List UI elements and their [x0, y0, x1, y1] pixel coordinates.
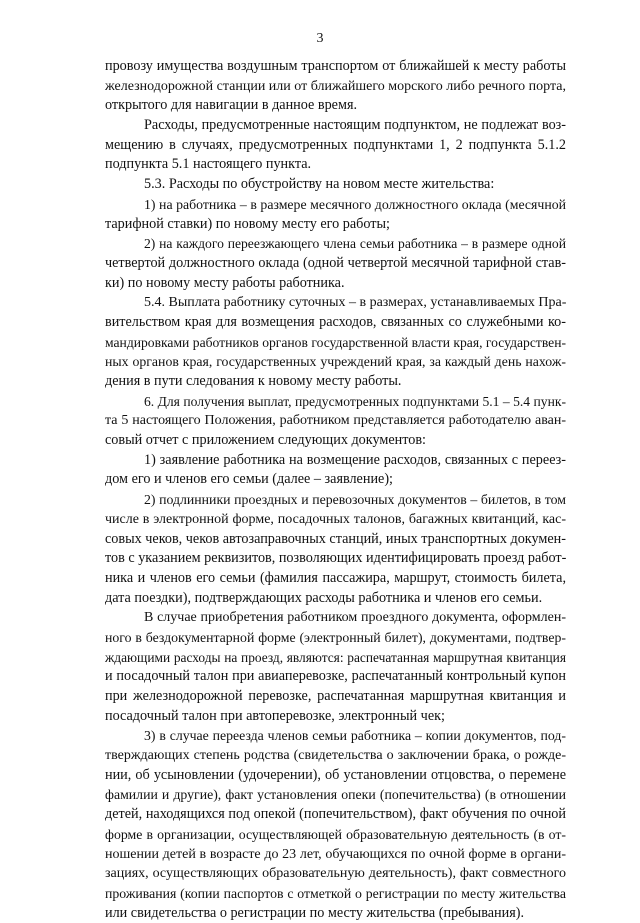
text-line: совых чеков, чеков автозаправочных станций, иных транспортных докумен-: [105, 530, 566, 547]
text-line: вительством края для возмещения расходов, связанных со служебными ко-: [105, 313, 566, 330]
text-line: форме в организации, осуществляющей образовательную деятельность (в от-: [105, 826, 566, 842]
text-line: ного в бездокументарной форме (электронный билет), документами, подтвер-: [105, 629, 566, 645]
text-line: та 5 настоящего Положения, работником представляется работодателю аван-: [105, 413, 566, 429]
text-line: мандировками работников органов государственной власти края, государствен-: [105, 334, 566, 350]
text-line: или свидетельства о регистрации по месту жительства (пребывания).: [105, 904, 525, 921]
text-line: дения в пути следования к новому месту работы.: [105, 373, 402, 389]
text-line: 5.3. Расходы по обустройству на новом месте жительства:: [144, 176, 495, 193]
text-line: Расходы, предусмотренные настоящим подпунктом, не подлежат воз-: [144, 117, 566, 134]
text-line: 2) подлинники проездных и перевозочных документов – билетов, в том: [144, 492, 566, 508]
document-body: [105, 57, 566, 923]
text-line: детей, находящихся под опекой (попечительством), факт обучения по очной: [105, 806, 566, 823]
text-line: 2) на каждого переезжающего члена семьи работника – в размере одной: [144, 236, 566, 252]
text-line: провозу имущества воздушным транспортом от ближайшей к месту работы: [105, 58, 566, 74]
text-line: 1) на работника – в размере месячного должностного оклада (месячной: [144, 196, 566, 212]
text-line: ных органов края, государственных учреждений края, за каждый день нахож-: [105, 354, 566, 370]
text-line: фамилии и другие), факт установления опеки (попечительства) (в отношении: [105, 787, 566, 803]
text-line: 3) в случае переезда членов семьи работника – копии документов, под-: [144, 728, 566, 744]
text-line: открытого для навигации в данное время.: [105, 97, 358, 114]
text-line: при железнодорожной перевозке, распечатанная маршрутная квитанция и: [105, 688, 566, 704]
text-line: совый отчет с приложением следующих документов:: [105, 432, 426, 449]
text-line: тов с указанием реквизитов, позволяющих идентифицировать проезд работ-: [105, 550, 567, 567]
text-line: 1) заявление работника на возмещение расходов, связанных с переез-: [144, 451, 566, 468]
text-line: числе в электронной форме, посадочных талонов, багажных квитанций, кас-: [105, 511, 566, 527]
text-line: дата поездки), подтверждающих расходы работника и членов его семьи.: [105, 589, 543, 606]
text-line: 6. Для получения выплат, предусмотренных подпунктами 5.1 – 5.4 пунк-: [144, 393, 566, 409]
text-line: ки) по новому месту работы работника.: [105, 274, 345, 291]
text-line: В случае приобретения работником проездного документа, оформлен-: [144, 610, 566, 626]
text-line: зациях, осуществляющих образовательную деятельность), факт совместного: [105, 866, 566, 882]
text-line: и посадочный талон при авиаперевозке, распечатанный контрольный купон: [105, 668, 566, 685]
page-number: 3: [316, 31, 324, 46]
text-line: дом его и членов его семьи (далее – заявление);: [105, 471, 394, 488]
text-line: железнодорожной станции или от ближайшего морского либо речного порта,: [105, 78, 566, 94]
text-line: ника и членов его семьи (фамилия пассажира, маршрут, стоимость билета,: [105, 569, 566, 586]
text-line: посадочный талон при автоперевозке, электронный чек;: [105, 707, 445, 724]
text-line: тарифной ставки) по новому месту его работы;: [105, 215, 390, 232]
text-line: тверждающих степень родства (свидетельства о заключении брака, о рожде-: [105, 748, 566, 764]
text-line: нии, об усыновлении (удочерении), об установлении отцовства, о перемене: [105, 766, 566, 783]
text-line: 5.4. Выплата работнику суточных – в размерах, устанавливаемых Пра-: [144, 295, 567, 311]
text-line: четвертой должностного оклада (одной четвертой месячной тарифной став-: [105, 254, 566, 271]
text-line: мещению в случаях, предусмотренных подпунктами 1, 2 подпункта 5.1.2: [105, 136, 566, 153]
text-line: проживания (копии паспортов с отметкой о регистрации по месту жительства: [105, 885, 566, 901]
text-line: ношении детей в возрасте до 23 лет, обучающихся по очной форме в органи-: [105, 846, 566, 862]
text-line: подпункта 5.1 настоящего пункта.: [105, 156, 312, 173]
text-line: ждающими расходы на проезд, являются: распечатанная маршрутная квитанция: [105, 649, 566, 665]
